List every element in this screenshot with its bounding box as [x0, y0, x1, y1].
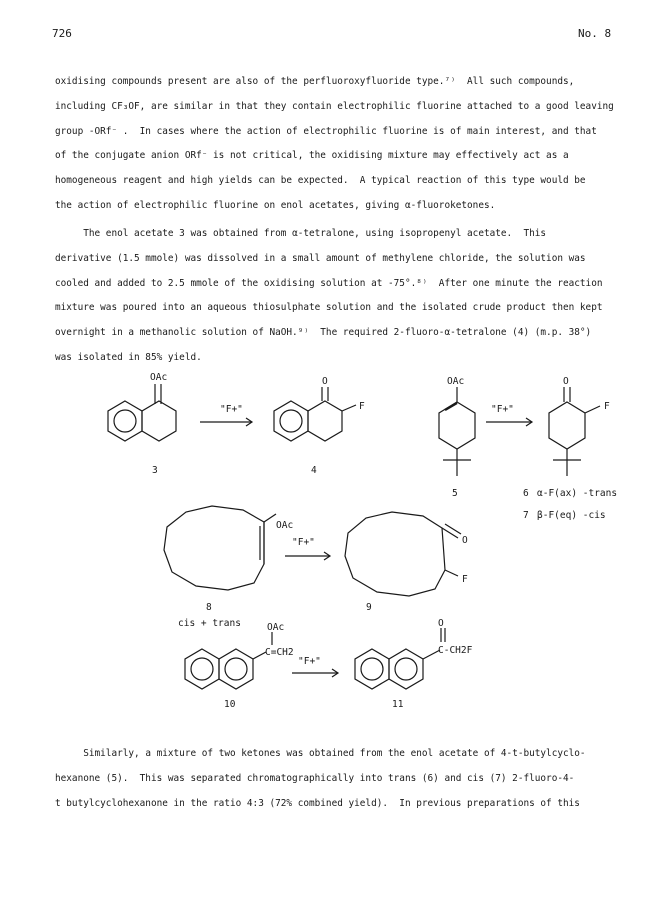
- label-f-9: F: [462, 574, 468, 585]
- label-ch2-10: C=CH2: [265, 647, 294, 658]
- label-reagent-3: "F+": [292, 537, 315, 548]
- label-compound-3: 3: [152, 465, 158, 476]
- label-reagent-1: "F+": [220, 404, 243, 415]
- label-compound-7-desc: β-F(eq) -cis: [537, 510, 606, 521]
- label-compound-7: 7: [523, 510, 529, 521]
- structure-4: [274, 387, 356, 441]
- journal-issue: No. 8: [578, 27, 612, 40]
- structure-10: [185, 632, 272, 689]
- label-compound-10: 10: [224, 699, 236, 710]
- label-compound-4: 4: [311, 465, 317, 476]
- page-number: 726: [52, 27, 72, 40]
- label-o-4: O: [322, 376, 328, 387]
- structure-9: [345, 512, 461, 596]
- paragraph-3: Similarly, a mixture of two ketones was obtained from the enol acetate of 4-t-butylcyclo- hexanone (5). This was separated chromatographically into trans (6) and cis (7) 2-fluoro-4- t butylcyclohexanone in the ratio 4:3 (72% combined yield). In previous preparations of this: [55, 748, 586, 809]
- label-compound-8-desc: cis + trans: [178, 618, 241, 629]
- label-o-6: O: [563, 376, 569, 387]
- label-o-11: O: [438, 618, 444, 629]
- paragraph-1: oxidising compounds present are also of the perfluoroxyfluoride type.⁷⁾ All such compounds, including CF₃OF, are similar in that they contain electrophilic fluorine attached to a good leaving group -ORf⁻ . In cases where the action of electrophilic fluorine is of main interest, and that of the conjugate anion ORf⁻ is not critical, the oxidising mixture may effectively act as a homogeneous reagent and high yields can be expected. A typical reaction of this type would be the action of electrophilic fluorine on enol acetates, giving α-fluoroketones.: [55, 76, 614, 211]
- label-compound-6: 6: [523, 488, 529, 499]
- label-oac-8: OAc: [276, 520, 294, 531]
- paragraph-2: The enol acetate 3 was obtained from α-tetralone, using isopropenyl acetate. This derivative (1.5 mmole) was dissolved in a small amount of methylene chloride, the solution was cooled and added to 2.5 mmole of the oxidising solution at -75°.⁸⁾ After one minute the reaction mixture was poured into an aqueous thiosulphate solution and the isolated crude product then kept overnight in a methanolic solution of NaOH.⁹⁾ The required 2-fluoro-α-tetralone (4) (m.p. 38°) was isolated in 85% yield.: [55, 228, 603, 363]
- label-f-6: F: [604, 401, 610, 412]
- label-compound-8: 8: [206, 602, 212, 613]
- label-compound-6-desc: α-F(ax) -trans: [537, 488, 618, 499]
- label-f-4: F: [359, 401, 365, 412]
- structure-6-7: [549, 387, 600, 476]
- label-compound-5: 5: [452, 488, 458, 499]
- label-cch2f-11: C-CH2F: [438, 645, 473, 656]
- label-oac-5: OAc: [447, 376, 465, 387]
- label-oac-10: OAc: [267, 622, 285, 633]
- label-compound-9: 9: [366, 602, 372, 613]
- structure-3: [108, 384, 176, 441]
- structure-8: [164, 506, 276, 590]
- label-oac-3: OAc: [150, 372, 168, 383]
- structure-5: [439, 387, 475, 476]
- label-compound-11: 11: [392, 699, 404, 710]
- structure-11: [355, 628, 445, 689]
- label-reagent-2: "F+": [491, 404, 514, 415]
- label-reagent-4: "F+": [298, 656, 321, 667]
- label-o-9: O: [462, 535, 468, 546]
